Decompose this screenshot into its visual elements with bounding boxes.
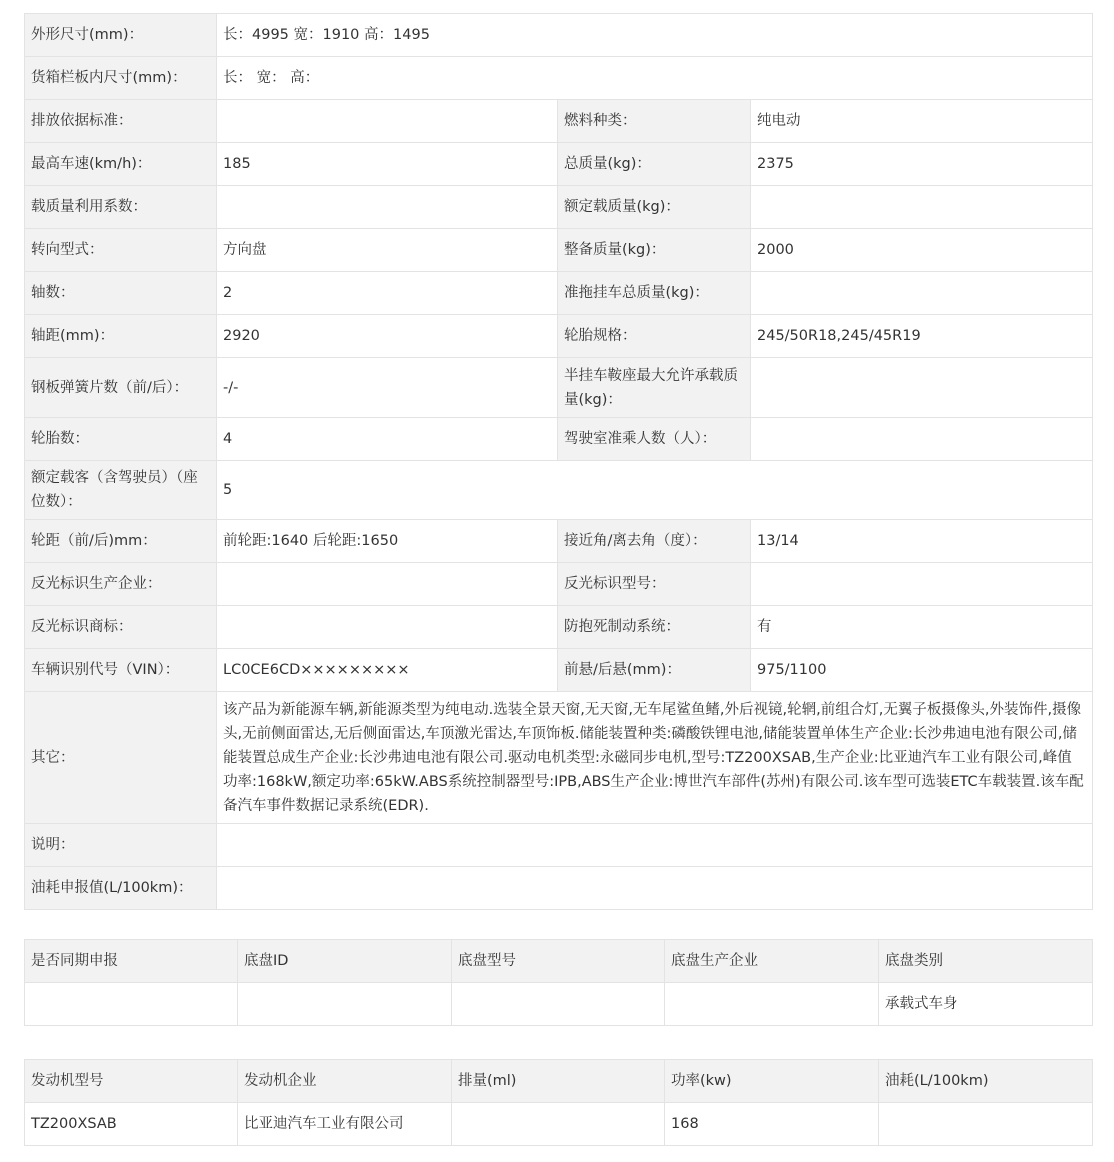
spec-row [25, 461, 1093, 520]
seats-label: 额定载客（含驾驶员）（座位数）： [25, 461, 217, 520]
reflect-brand-label: 反光标识商标： [25, 606, 217, 649]
other-value: 该产品为新能源车辆,新能源类型为纯电动.选装全景天窗,无天窗,无车尾鲨鱼鳍,外后视镜,轮辋,前组合灯,无翼子板摄像头,外装饰件,摄像头,无前侧面雷达,无后侧面雷达,车顶激光雷达,车顶饰板.储能装置种类:磷酸铁锂电池,储能装置单体生产企业:长沙弗迪电池有限公司,储能装置总成生产企业:长沙弗迪电池有限公司.驱动电机类型:永磁同步电机,型号:TZ200XSAB,生产企业:比亚迪汽车工业有限公司,峰值功率:168kW,额定功率:65kW.ABS系统控制器型号:IPB,ABS生产企业:博世汽车部件(苏州)有限公司.该车型可选装ETC车载装置.该车配备汽车事件数据记录系统(EDR). [217, 692, 1093, 824]
chassis-header: 底盘类别 [879, 940, 1093, 983]
max-speed-label: 最高车速(km/h)： [25, 143, 217, 186]
tire-spec-label: 轮胎规格： [558, 315, 751, 358]
leaf-springs-value: -/- [217, 358, 558, 418]
tires-value: 4 [217, 418, 558, 461]
spec-row [25, 563, 1093, 606]
engine-header: 油耗(L/100km) [879, 1060, 1093, 1103]
cab-pass-label: 驾驶室准乘人数（人）： [558, 418, 751, 461]
chassis-cell [25, 983, 238, 1026]
chassis-cell [665, 983, 879, 1026]
engine-cell [452, 1103, 665, 1146]
fuel-type-value: 纯电动 [751, 100, 1093, 143]
track-label: 轮距（前/后)mm： [25, 520, 217, 563]
axles-value: 2 [217, 272, 558, 315]
tires-label: 轮胎数： [25, 418, 217, 461]
chassis-cell: 承载式车身 [879, 983, 1093, 1026]
fuel-cons-label: 油耗申报值(L/100km)： [25, 867, 217, 910]
abs-label: 防抱死制动系统： [558, 606, 751, 649]
spec-row [25, 824, 1093, 867]
emission-std-value [217, 100, 558, 143]
chassis-header: 底盘生产企业 [665, 940, 879, 983]
engine-table [24, 1059, 1093, 1146]
spec-row [25, 606, 1093, 649]
spec-row [25, 186, 1093, 229]
fuel-cons-value [217, 867, 1093, 910]
load-util-value [217, 186, 558, 229]
chassis-cell [452, 983, 665, 1026]
spec-row [25, 418, 1093, 461]
leaf-springs-label: 钢板弹簧片数（前/后）： [25, 358, 217, 418]
chassis-header: 底盘型号 [452, 940, 665, 983]
note-value [217, 824, 1093, 867]
other-label: 其它： [25, 692, 217, 824]
spec-row [25, 692, 1093, 824]
spec-row [25, 867, 1093, 910]
curb-mass-value: 2000 [751, 229, 1093, 272]
spec-row [25, 229, 1093, 272]
spec-row [25, 143, 1093, 186]
emission-std-label: 排放依据标准： [25, 100, 217, 143]
cab-pass-value [751, 418, 1093, 461]
angles-label: 接近角/离去角（度）： [558, 520, 751, 563]
rated-load-label: 额定载质量(kg)： [558, 186, 751, 229]
seats-value: 5 [217, 461, 1093, 520]
max-speed-value: 185 [217, 143, 558, 186]
chassis-header: 是否同期申报 [25, 940, 238, 983]
trailer-mass-value [751, 272, 1093, 315]
spec-row [25, 100, 1093, 143]
vin-label: 车辆识别代号（VIN）： [25, 649, 217, 692]
saddle-load-value [751, 358, 1093, 418]
engine-header: 排量(ml) [452, 1060, 665, 1103]
engine-header-row [25, 1060, 1093, 1103]
engine-header: 功率(kw) [665, 1060, 879, 1103]
steering-value: 方向盘 [217, 229, 558, 272]
overhang-label: 前悬/后悬(mm)： [558, 649, 751, 692]
wheelbase-value: 2920 [217, 315, 558, 358]
fuel-type-label: 燃料种类： [558, 100, 751, 143]
angles-value: 13/14 [751, 520, 1093, 563]
total-mass-value: 2375 [751, 143, 1093, 186]
spec-row [25, 315, 1093, 358]
reflect-model-value [751, 563, 1093, 606]
tire-spec-value: 245/50R18,245/45R19 [751, 315, 1093, 358]
load-util-label: 载质量利用系数： [25, 186, 217, 229]
trailer-mass-label: 准拖挂车总质量(kg)： [558, 272, 751, 315]
chassis-cell [238, 983, 452, 1026]
spec-row [25, 649, 1093, 692]
total-mass-label: 总质量(kg)： [558, 143, 751, 186]
spec-row [25, 520, 1093, 563]
engine-cell [879, 1103, 1093, 1146]
spec-row [25, 57, 1093, 100]
engine-cell: 168 [665, 1103, 879, 1146]
cargo-box-value: 长： 宽： 高： [217, 57, 1093, 100]
rated-load-value [751, 186, 1093, 229]
wheelbase-label: 轴距(mm)： [25, 315, 217, 358]
engine-row [25, 1103, 1093, 1146]
engine-header: 发动机型号 [25, 1060, 238, 1103]
reflect-model-label: 反光标识型号： [558, 563, 751, 606]
note-label: 说明： [25, 824, 217, 867]
chassis-table [24, 939, 1093, 1026]
reflect-brand-value [217, 606, 558, 649]
saddle-load-label: 半挂车鞍座最大允许承载质量(kg)： [558, 358, 751, 418]
cargo-box-label: 货箱栏板内尺寸(mm)： [25, 57, 217, 100]
chassis-header: 底盘ID [238, 940, 452, 983]
abs-value: 有 [751, 606, 1093, 649]
spec-row [25, 14, 1093, 57]
chassis-row [25, 983, 1093, 1026]
dimensions-label: 外形尺寸(mm)： [25, 14, 217, 57]
track-value: 前轮距:1640 后轮距:1650 [217, 520, 558, 563]
steering-label: 转向型式： [25, 229, 217, 272]
spec-row [25, 272, 1093, 315]
overhang-value: 975/1100 [751, 649, 1093, 692]
axles-label: 轴数： [25, 272, 217, 315]
engine-cell: TZ200XSAB [25, 1103, 238, 1146]
chassis-header-row [25, 940, 1093, 983]
engine-cell: 比亚迪汽车工业有限公司 [238, 1103, 452, 1146]
spec-row [25, 358, 1093, 418]
reflect-maker-value [217, 563, 558, 606]
curb-mass-label: 整备质量(kg)： [558, 229, 751, 272]
dimensions-value: 长：4995 宽：1910 高：1495 [217, 14, 1093, 57]
vehicle-spec-table [24, 13, 1093, 910]
reflect-maker-label: 反光标识生产企业： [25, 563, 217, 606]
engine-header: 发动机企业 [238, 1060, 452, 1103]
vin-value: LC0CE6CD××××××××× [217, 649, 558, 692]
